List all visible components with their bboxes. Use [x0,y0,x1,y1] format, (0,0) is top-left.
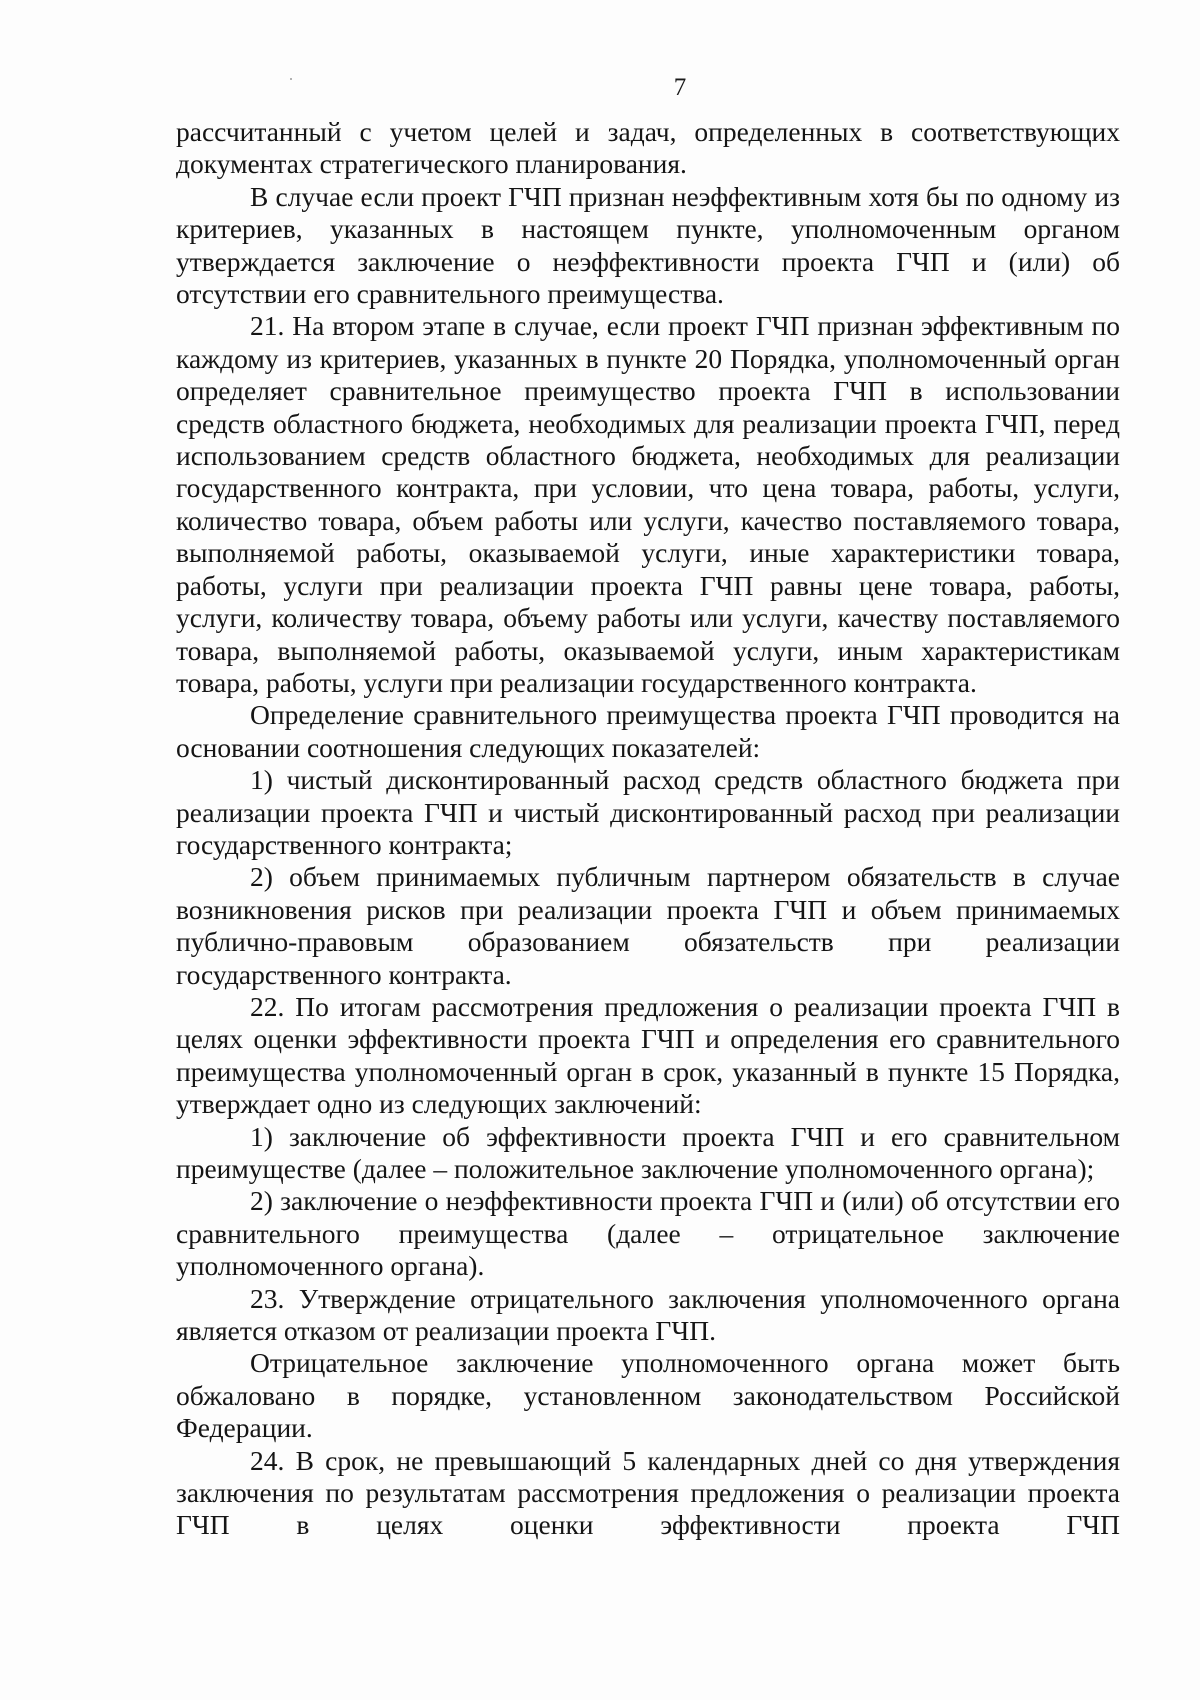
paragraph-conclusion-2: 2) заключение о неэффективности проекта ГЧП и (или) об отсутствии его сравнительного преимущества (далее – отрицательное заключение уполномоченного органа). [176,1185,1120,1282]
paragraph-item-24: 24. В срок, не превышающий 5 календарных дней со дня утверждения заключения по результатам рассмотрения предложения о реализации проекта ГЧП в целях оценки эффективности проекта ГЧП [176,1444,1120,1541]
paragraph-comparative-advantage: Определение сравнительного преимущества проекта ГЧП проводится на основании соотношения следующих показателей: [176,699,1120,763]
paragraph-continuation: рассчитанный с учетом целей и задач, определенных в соответствующих документах стратегического планирования. [176,116,1120,180]
paragraph-conclusion-1: 1) заключение об эффективности проекта ГЧП и его сравнительном преимуществе (далее – положительное заключение уполномоченного органа); [176,1120,1120,1184]
paragraph-indicator-2: 2) объем принимаемых публичным партнером обязательств в случае возникновения рисков при реализации проекта ГЧП и объем принимаемых публично-правовым образованием обязательств при реализации государственного контракта. [176,861,1120,990]
paragraph-item-23: 23. Утверждение отрицательного заключения уполномоченного органа является отказом от реализации проекта ГЧП. [176,1282,1120,1347]
paragraph-item-22: 22. По итогам рассмотрения предложения о реализации проекта ГЧП в целях оценки эффективности проекта ГЧП и определения его сравнительного преимущества уполномоченный орган в срок, указанный в пункте 15 Порядка, утверждает одно из следующих заключений: [176,990,1120,1120]
document-body [176,116,1120,1542]
page-number: 7 [673,74,687,101]
paragraph-item-21: 21. На втором этапе в случае, если проект ГЧП признан эффективным по каждому из критериев, указанных в пункте 20 Порядка, уполномоченный орган определяет сравнительное преимущество проекта ГЧП в использовании средств областного бюджета, необходимых для реализации проекта ГЧП, перед использованием средств областного бюджета, необходимых для реализации государственного контракта, при условии, что цена товара, работы, услуги, количество товара, объем работы или услуги, качество поставляемого товара, выполняемой работы, оказываемой услуги, иные характеристики товара, работы, услуги при реализации проекта ГЧП равны цене товара, работы, услуги, количеству товара, объему работы или услуги, качеству поставляемого товара, выполняемой работы, оказываемой услуги, иным характеристикам товара, работы, услуги при реализации государственного контракта. [176,310,1120,698]
paragraph-ineffective-case: В случае если проект ГЧП признан неэффективным хотя бы по одному из критериев, указанных в настоящем пункте, уполномоченным органом утверждается заключение о неэффективности проекта ГЧП и (или) об отсутствии его сравнительного преимущества. [176,180,1120,310]
paragraph-appeal: Отрицательное заключение уполномоченного органа может быть обжаловано в порядке, установленном законодательством Российской Федерации. [176,1347,1120,1444]
paragraph-indicator-1: 1) чистый дисконтированный расход средств областного бюджета при реализации проекта ГЧП и чистый дисконтированный расход при реализации государственного контракта; [176,764,1120,860]
